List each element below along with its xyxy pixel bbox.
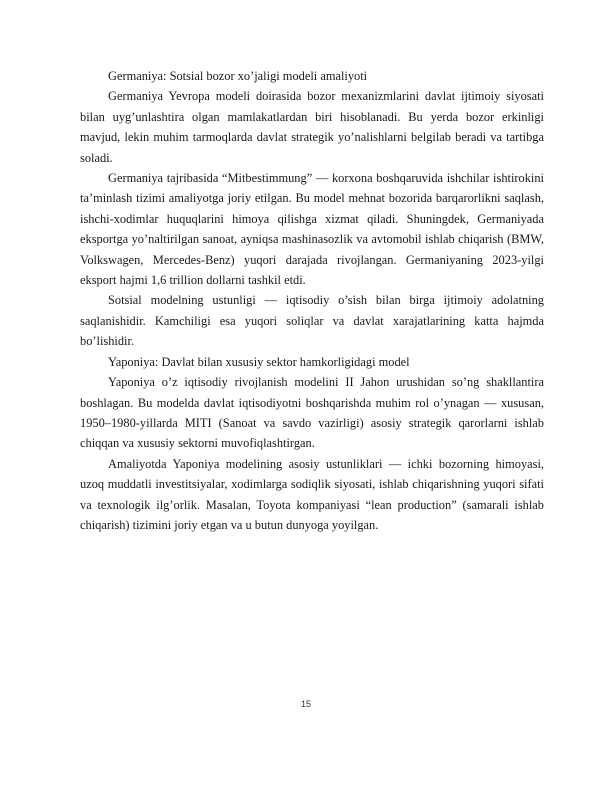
paragraph: Germaniya Yevropa modeli doirasida bozor mexanizmlarini davlat ijtimoiy siyosati bilan uyg’unlashtira olgan mamlakatlardan biri hisoblanadi. Bu yerda bozor erkinligi mavjud, lekin muhim tarmoqlarda davlat strategik yo’nalishlarni belgilab beradi va tartibga soladi. bbox=[80, 89, 544, 165]
paragraph: Sotsial modelning ustunligi — iqtisodiy o’sish bilan birga ijtimoiy adolatning saqlanishidir. Kamchiligi esa yuqori soliqlar va davlat xarajatlarining katta hajmda bo’lishidir. bbox=[80, 293, 544, 349]
paragraph: Yaponiya o’z iqtisodiy rivojlanish modelini II Jahon urushidan so’ng shakllantira boshlagan. Bu modelda davlat iqtisodiyotni boshqarishda muhim rol o’ynagan — xususan, 1950–1980-yillarda MITI (Sanoat va savdo vazirligi) asosiy strategik qarorlarni ishlab chiqqan va xususiy sektorni muvofiqlashtirgan. bbox=[80, 375, 544, 451]
page-number: 15 bbox=[300, 699, 311, 709]
paragraph: Amaliyotda Yaponiya modelining asosiy ustunliklari — ichki bozorning himoyasi, uzoq muddatli investitsiyalar, xodimlarga sodiqlik siyosati, ishlab chiqarishning yuqori sifati va texnologik ilg’orlik. Masalan, Toyota kompaniyasi “lean production” (samarali ishlab chiqarish) tizimini joriy etgan va u butun dunyoga yoyilgan. bbox=[80, 456, 544, 532]
section-heading-japan: Yaponiya: Davlat bilan xususiy sektor hamkorligidagi model bbox=[108, 354, 410, 369]
paragraph: Germaniya tajribasida “Mitbestimmung” — korxona boshqaruvida ishchilar ishtirokini ta’minlash tizimi amaliyotga joriy etilgan. Bu model mehnat bozorida barqarorlikni saqlash, ishchi-xodimlar huquqlarini himoya qilishga xizmat qiladi. Shuningdek, Germaniyada eksportga yo’naltirilgan sanoat, ayniqsa mashinasozlik va avtomobil ishlab chiqarish (BMW, Volkswagen, Mercedes-Benz) yuqori darajada rivojlangan. Germaniyaning 2023-yilgi eksport hajmi 1,6 trillion dollarni tashkil etdi. bbox=[80, 171, 544, 288]
section-heading-germany: Germaniya: Sotsial bozor xo’jaligi modeli amaliyoti bbox=[108, 69, 368, 83]
page-body bbox=[80, 66, 544, 535]
